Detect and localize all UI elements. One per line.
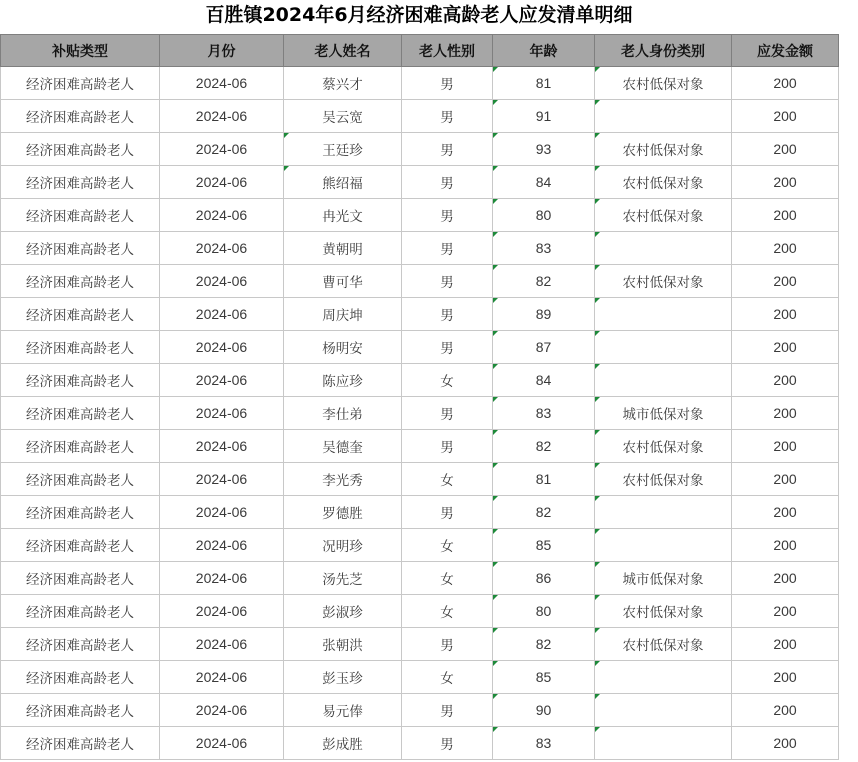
cell-gender[interactable]: 男 xyxy=(402,133,493,166)
cell-amount[interactable]: 200 xyxy=(732,529,839,562)
table-row xyxy=(1,661,839,694)
table-row xyxy=(1,133,839,166)
cell-subsidy-type[interactable]: 经济困难高龄老人 xyxy=(1,496,160,529)
table-row xyxy=(1,67,839,100)
cell-gender[interactable]: 男 xyxy=(402,430,493,463)
cell-month[interactable]: 2024-06 xyxy=(160,562,284,595)
column-header-gender[interactable]: 老人性别 xyxy=(402,35,493,67)
cell-amount[interactable]: 200 xyxy=(732,661,839,694)
cell-subsidy-type[interactable]: 经济困难高龄老人 xyxy=(1,430,160,463)
cell-month[interactable]: 2024-06 xyxy=(160,100,284,133)
header-row xyxy=(1,35,839,67)
cell-age[interactable]: 91 xyxy=(493,100,595,133)
cell-month[interactable]: 2024-06 xyxy=(160,595,284,628)
column-header-category[interactable]: 老人身份类别 xyxy=(595,35,732,67)
cell-name[interactable]: 吴德奎 xyxy=(284,430,402,463)
table-row xyxy=(1,562,839,595)
cell-month[interactable]: 2024-06 xyxy=(160,529,284,562)
cell-name[interactable]: 陈应珍 xyxy=(284,364,402,397)
cell-subsidy-type[interactable]: 经济困难高龄老人 xyxy=(1,67,160,100)
cell-subsidy-type[interactable]: 经济困难高龄老人 xyxy=(1,529,160,562)
cell-name[interactable]: 易元俸 xyxy=(284,694,402,727)
allowance-table xyxy=(0,34,839,760)
cell-month[interactable]: 2024-06 xyxy=(160,265,284,298)
cell-gender[interactable]: 男 xyxy=(402,100,493,133)
cell-subsidy-type[interactable]: 经济困难高龄老人 xyxy=(1,364,160,397)
cell-subsidy-type[interactable]: 经济困难高龄老人 xyxy=(1,199,160,232)
cell-name[interactable]: 曹可华 xyxy=(284,265,402,298)
cell-name[interactable]: 杨明安 xyxy=(284,331,402,364)
cell-age[interactable]: 83 xyxy=(493,727,595,760)
cell-gender[interactable]: 男 xyxy=(402,265,493,298)
table-row xyxy=(1,529,839,562)
cell-amount[interactable]: 200 xyxy=(732,595,839,628)
table-row xyxy=(1,364,839,397)
cell-name[interactable]: 彭成胜 xyxy=(284,727,402,760)
cell-age[interactable]: 81 xyxy=(493,463,595,496)
cell-month[interactable]: 2024-06 xyxy=(160,67,284,100)
table-row xyxy=(1,100,839,133)
cell-age[interactable]: 82 xyxy=(493,496,595,529)
sheet-title: 百胜镇2024年6月经济困难高龄老人应发清单明细 xyxy=(205,4,633,26)
cell-age[interactable]: 80 xyxy=(493,199,595,232)
cell-month[interactable]: 2024-06 xyxy=(160,199,284,232)
cell-subsidy-type[interactable]: 经济困难高龄老人 xyxy=(1,298,160,331)
cell-amount[interactable]: 200 xyxy=(732,562,839,595)
cell-name[interactable]: 冉光文 xyxy=(284,199,402,232)
table-row xyxy=(1,397,839,430)
cell-category[interactable] xyxy=(595,661,732,694)
cell-gender[interactable]: 女 xyxy=(402,661,493,694)
cell-month[interactable]: 2024-06 xyxy=(160,364,284,397)
table-row xyxy=(1,199,839,232)
cell-gender[interactable]: 女 xyxy=(402,364,493,397)
cell-gender[interactable]: 男 xyxy=(402,496,493,529)
cell-category[interactable] xyxy=(595,694,732,727)
cell-age[interactable]: 82 xyxy=(493,430,595,463)
cell-gender[interactable]: 男 xyxy=(402,397,493,430)
table-row xyxy=(1,595,839,628)
cell-name[interactable]: 蔡兴才 xyxy=(284,67,402,100)
cell-category[interactable] xyxy=(595,529,732,562)
cell-age[interactable]: 84 xyxy=(493,364,595,397)
column-header-amount[interactable]: 应发金额 xyxy=(732,35,839,67)
cell-amount[interactable]: 200 xyxy=(732,232,839,265)
cell-category[interactable] xyxy=(595,298,732,331)
cell-age[interactable]: 93 xyxy=(493,133,595,166)
cell-name[interactable]: 罗德胜 xyxy=(284,496,402,529)
cell-subsidy-type[interactable]: 经济困难高龄老人 xyxy=(1,265,160,298)
cell-subsidy-type[interactable]: 经济困难高龄老人 xyxy=(1,397,160,430)
cell-gender[interactable]: 男 xyxy=(402,67,493,100)
cell-month[interactable]: 2024-06 xyxy=(160,694,284,727)
cell-gender[interactable]: 男 xyxy=(402,628,493,661)
cell-amount[interactable]: 200 xyxy=(732,166,839,199)
cell-amount[interactable]: 200 xyxy=(732,727,839,760)
cell-age[interactable]: 86 xyxy=(493,562,595,595)
cell-subsidy-type[interactable]: 经济困难高龄老人 xyxy=(1,100,160,133)
cell-month[interactable]: 2024-06 xyxy=(160,463,284,496)
cell-amount[interactable]: 200 xyxy=(732,265,839,298)
cell-subsidy-type[interactable]: 经济困难高龄老人 xyxy=(1,628,160,661)
cell-category[interactable]: 农村低保对象 xyxy=(595,265,732,298)
cell-name[interactable]: 张朝洪 xyxy=(284,628,402,661)
cell-name[interactable]: 彭玉珍 xyxy=(284,661,402,694)
cell-subsidy-type[interactable]: 经济困难高龄老人 xyxy=(1,661,160,694)
cell-category[interactable]: 农村低保对象 xyxy=(595,166,732,199)
cell-age[interactable]: 82 xyxy=(493,628,595,661)
cell-category[interactable]: 农村低保对象 xyxy=(595,595,732,628)
cell-category[interactable]: 农村低保对象 xyxy=(595,199,732,232)
cell-month[interactable]: 2024-06 xyxy=(160,727,284,760)
cell-gender[interactable]: 男 xyxy=(402,331,493,364)
cell-subsidy-type[interactable]: 经济困难高龄老人 xyxy=(1,463,160,496)
cell-name[interactable]: 周庆坤 xyxy=(284,298,402,331)
cell-amount[interactable]: 200 xyxy=(732,199,839,232)
cell-age[interactable]: 87 xyxy=(493,331,595,364)
cell-age[interactable]: 80 xyxy=(493,595,595,628)
cell-gender[interactable]: 男 xyxy=(402,694,493,727)
cell-amount[interactable]: 200 xyxy=(732,463,839,496)
cell-name[interactable]: 况明珍 xyxy=(284,529,402,562)
cell-subsidy-type[interactable]: 经济困难高龄老人 xyxy=(1,166,160,199)
cell-month[interactable]: 2024-06 xyxy=(160,496,284,529)
table-row xyxy=(1,331,839,364)
cell-month[interactable]: 2024-06 xyxy=(160,232,284,265)
cell-category[interactable]: 农村低保对象 xyxy=(595,133,732,166)
table-row xyxy=(1,463,839,496)
table-row xyxy=(1,496,839,529)
cell-name[interactable]: 吴云宽 xyxy=(284,100,402,133)
cell-month[interactable]: 2024-06 xyxy=(160,628,284,661)
cell-subsidy-type[interactable]: 经济困难高龄老人 xyxy=(1,133,160,166)
cell-amount[interactable]: 200 xyxy=(732,133,839,166)
cell-gender[interactable]: 女 xyxy=(402,562,493,595)
cell-name[interactable]: 王廷珍 xyxy=(284,133,402,166)
cell-name[interactable]: 李光秀 xyxy=(284,463,402,496)
cell-amount[interactable]: 200 xyxy=(732,331,839,364)
table-row xyxy=(1,265,839,298)
cell-name[interactable]: 汤先芝 xyxy=(284,562,402,595)
cell-gender[interactable]: 男 xyxy=(402,727,493,760)
cell-category[interactable]: 农村低保对象 xyxy=(595,628,732,661)
table-row xyxy=(1,232,839,265)
cell-month[interactable]: 2024-06 xyxy=(160,298,284,331)
cell-category[interactable] xyxy=(595,496,732,529)
cell-amount[interactable]: 200 xyxy=(732,430,839,463)
cell-gender[interactable]: 男 xyxy=(402,199,493,232)
cell-name[interactable]: 黄朝明 xyxy=(284,232,402,265)
column-header-subsidy-type[interactable]: 补贴类型 xyxy=(1,35,160,67)
table-row xyxy=(1,166,839,199)
cell-age[interactable]: 85 xyxy=(493,661,595,694)
cell-amount[interactable]: 200 xyxy=(732,694,839,727)
cell-subsidy-type[interactable]: 经济困难高龄老人 xyxy=(1,562,160,595)
cell-month[interactable]: 2024-06 xyxy=(160,661,284,694)
cell-subsidy-type[interactable]: 经济困难高龄老人 xyxy=(1,727,160,760)
cell-age[interactable]: 83 xyxy=(493,397,595,430)
cell-category[interactable] xyxy=(595,364,732,397)
table-row xyxy=(1,430,839,463)
table-row xyxy=(1,727,839,760)
cell-subsidy-type[interactable]: 经济困难高龄老人 xyxy=(1,694,160,727)
cell-category[interactable] xyxy=(595,727,732,760)
cell-age[interactable]: 81 xyxy=(493,67,595,100)
cell-month[interactable]: 2024-06 xyxy=(160,166,284,199)
table-row xyxy=(1,628,839,661)
cell-name[interactable]: 彭淑珍 xyxy=(284,595,402,628)
cell-category[interactable]: 城市低保对象 xyxy=(595,562,732,595)
cell-month[interactable]: 2024-06 xyxy=(160,430,284,463)
cell-name[interactable]: 熊绍福 xyxy=(284,166,402,199)
cell-subsidy-type[interactable]: 经济困难高龄老人 xyxy=(1,232,160,265)
table-row xyxy=(1,694,839,727)
cell-gender[interactable]: 男 xyxy=(402,298,493,331)
cell-month[interactable]: 2024-06 xyxy=(160,331,284,364)
cell-gender[interactable]: 女 xyxy=(402,529,493,562)
cell-category[interactable] xyxy=(595,100,732,133)
cell-age[interactable]: 89 xyxy=(493,298,595,331)
cell-amount[interactable]: 200 xyxy=(732,496,839,529)
cell-gender[interactable]: 女 xyxy=(402,463,493,496)
table-row xyxy=(1,298,839,331)
cell-gender[interactable]: 男 xyxy=(402,166,493,199)
cell-month[interactable]: 2024-06 xyxy=(160,397,284,430)
cell-subsidy-type[interactable]: 经济困难高龄老人 xyxy=(1,595,160,628)
cell-gender[interactable]: 女 xyxy=(402,595,493,628)
cell-age[interactable]: 84 xyxy=(493,166,595,199)
cell-age[interactable]: 82 xyxy=(493,265,595,298)
cell-age[interactable]: 83 xyxy=(493,232,595,265)
cell-amount[interactable]: 200 xyxy=(732,397,839,430)
cell-category[interactable]: 农村低保对象 xyxy=(595,463,732,496)
cell-category[interactable]: 农村低保对象 xyxy=(595,67,732,100)
column-header-name[interactable]: 老人姓名 xyxy=(284,35,402,67)
cell-amount[interactable]: 200 xyxy=(732,100,839,133)
cell-month[interactable]: 2024-06 xyxy=(160,133,284,166)
cell-name[interactable]: 李仕弟 xyxy=(284,397,402,430)
column-header-month[interactable]: 月份 xyxy=(160,35,284,67)
cell-amount[interactable]: 200 xyxy=(732,364,839,397)
cell-amount[interactable]: 200 xyxy=(732,298,839,331)
cell-gender[interactable]: 男 xyxy=(402,232,493,265)
cell-age[interactable]: 90 xyxy=(493,694,595,727)
cell-category[interactable]: 城市低保对象 xyxy=(595,397,732,430)
column-header-age[interactable]: 年龄 xyxy=(493,35,595,67)
cell-subsidy-type[interactable]: 经济困难高龄老人 xyxy=(1,331,160,364)
cell-category[interactable] xyxy=(595,232,732,265)
cell-category[interactable] xyxy=(595,331,732,364)
cell-amount[interactable]: 200 xyxy=(732,628,839,661)
cell-age[interactable]: 85 xyxy=(493,529,595,562)
cell-amount[interactable]: 200 xyxy=(732,67,839,100)
cell-category[interactable]: 农村低保对象 xyxy=(595,430,732,463)
